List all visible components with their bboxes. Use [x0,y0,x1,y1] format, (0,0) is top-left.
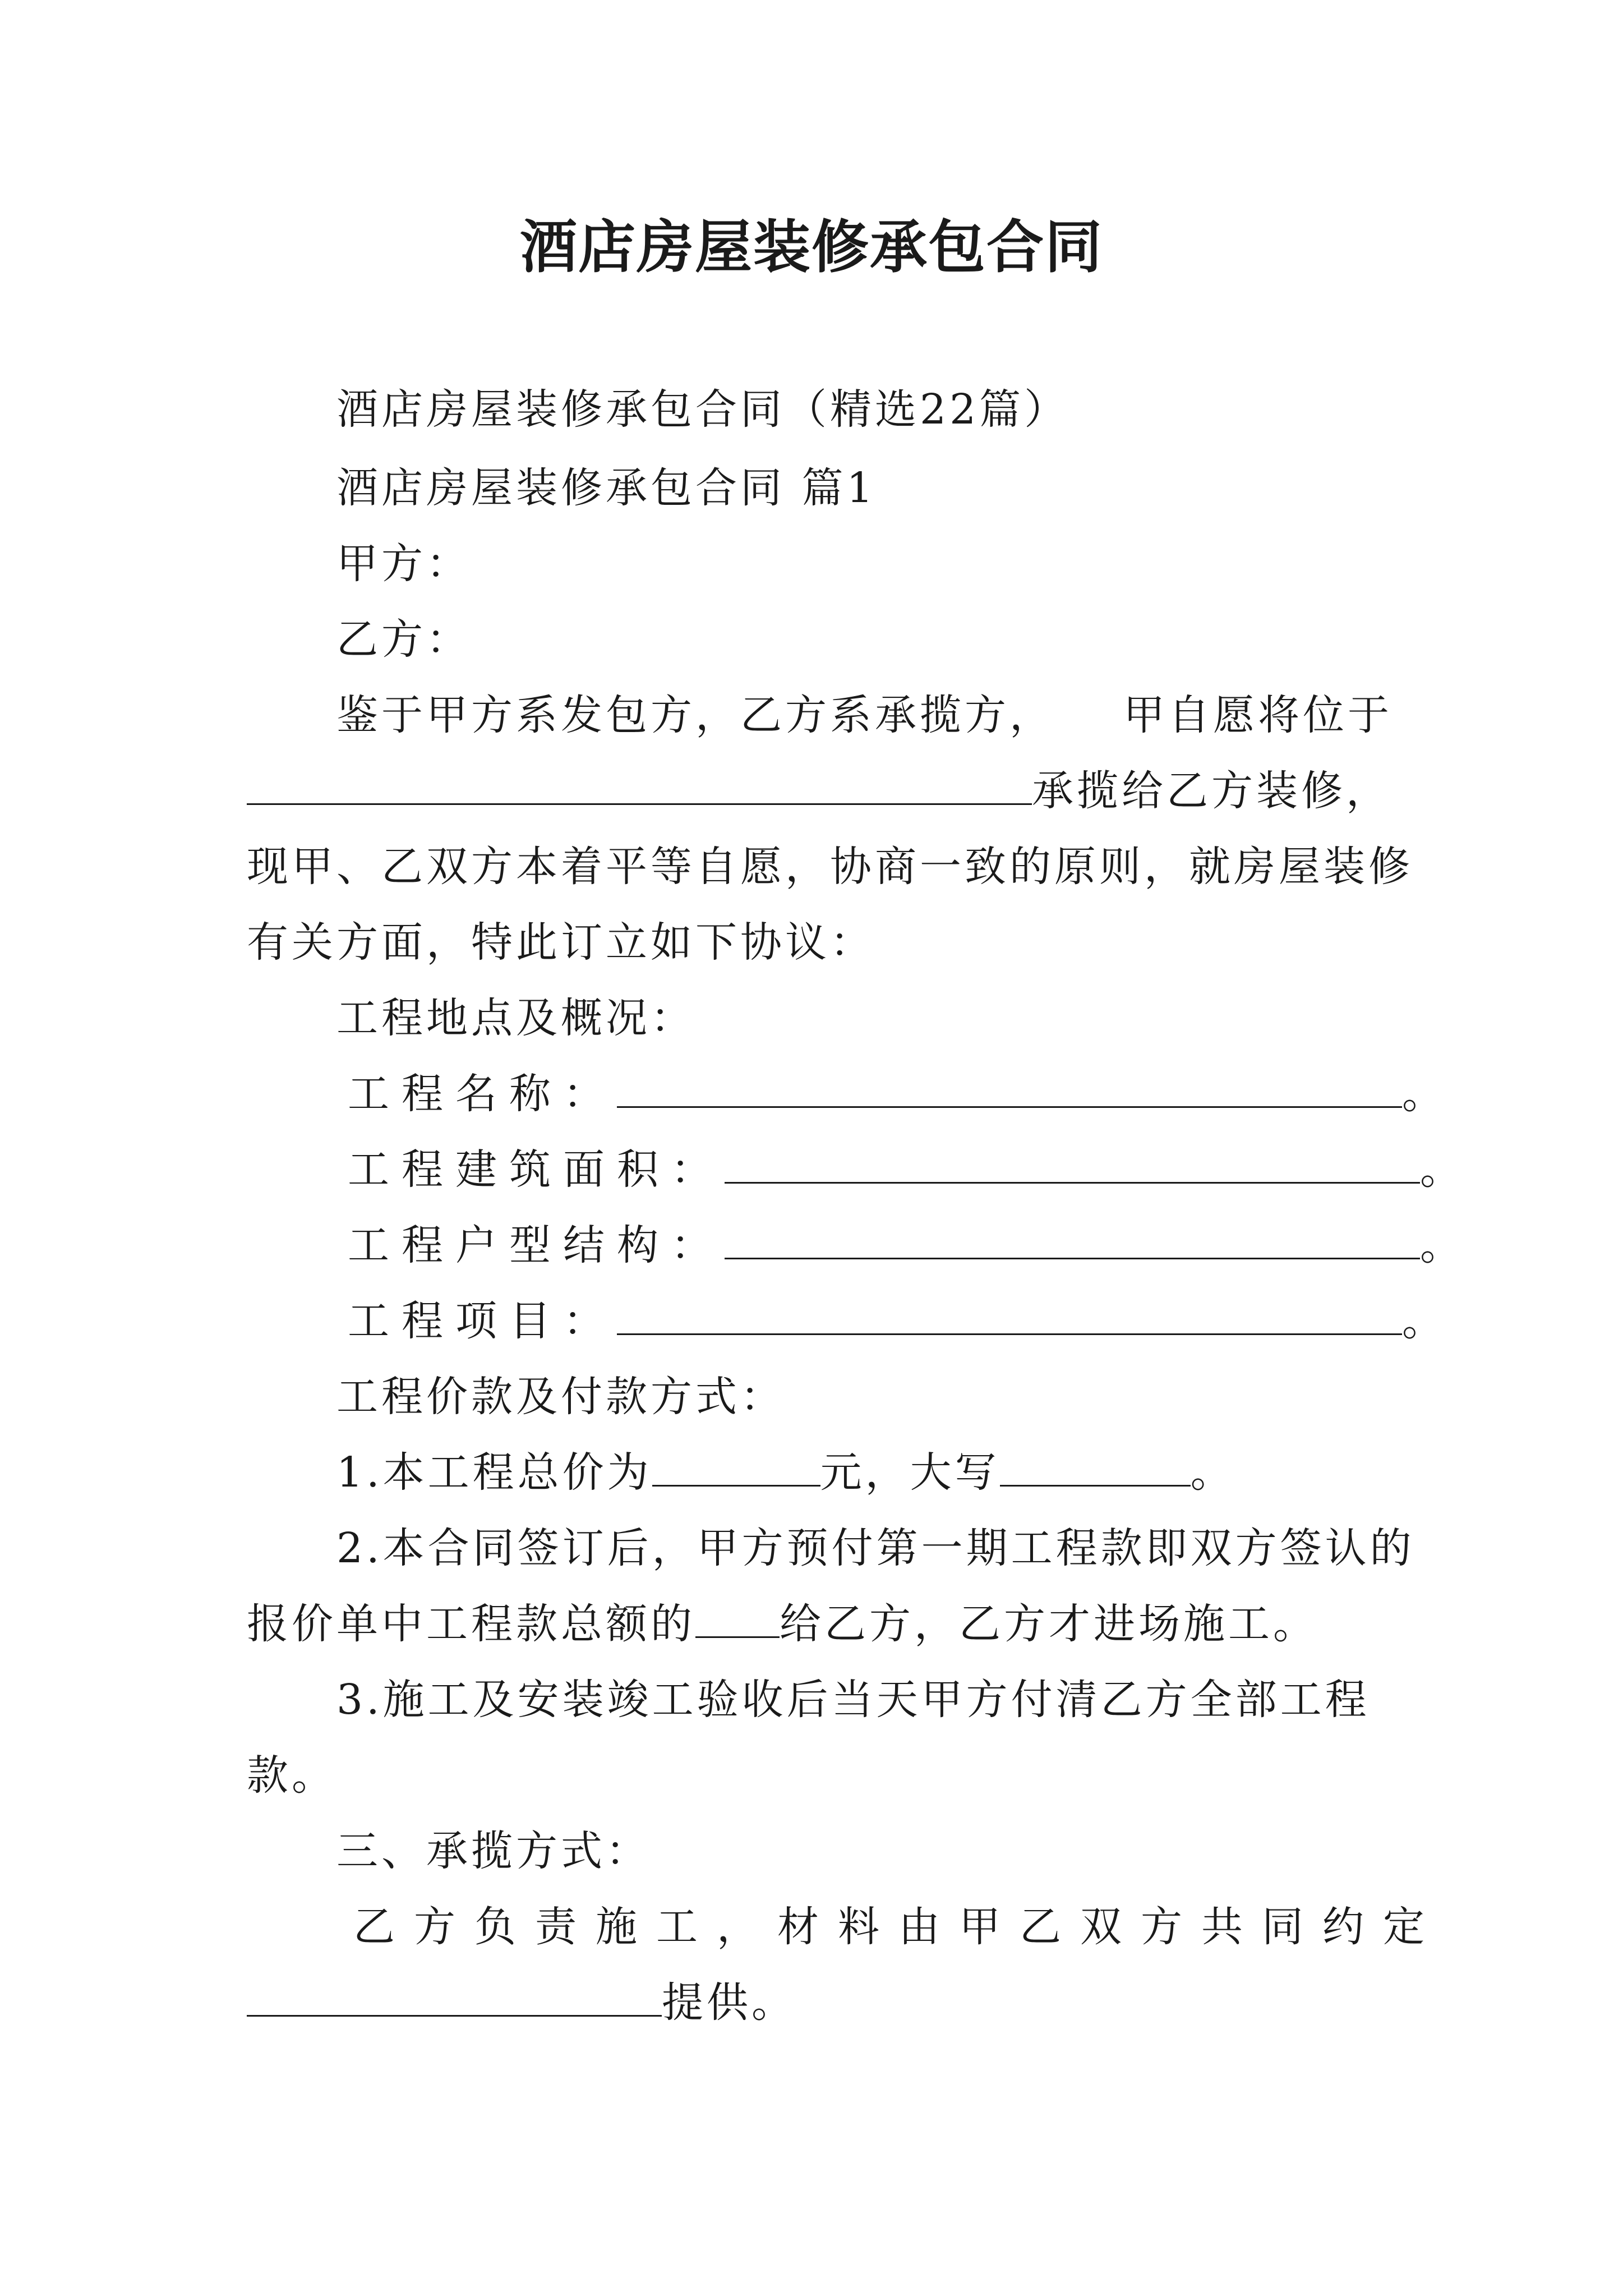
payment-1-mid: 元，大写 [820,1448,1000,1497]
project-heading: 工程地点及概况： [336,994,695,1042]
intro-line-3: 现甲、乙双方本着平等自愿，协商一致的原则，就房屋装修 [247,843,1413,891]
first-payment-ratio-blank [695,1597,780,1638]
intro-line-1: 鉴于甲方系发包方，乙方系承揽方， 甲自愿将位于 [336,691,1393,739]
document-title: 酒店房屋装修承包合同 [520,214,1103,281]
project-name-label: 工程名称： [348,1070,617,1118]
project-items-blank [617,1294,1402,1335]
project-structure-label: 工程户型结构： [348,1221,725,1269]
payment-item-3-line-1: 3.施工及安装竣工验收后当天甲方付清乙方全部工程 [336,1676,1370,1724]
contract-method-line-1: 乙方负责施工，材料由甲乙双方共同约定 [353,1903,1444,1951]
intro-line-2 [247,763,1391,819]
location-blank [247,764,1032,805]
material-provider-blank [247,1976,662,2017]
project-items-row [348,1293,1447,1349]
payment-2-prefix: 报价单中工程款总额的 [247,1600,695,1648]
payment-item-1 [336,1444,1235,1501]
project-structure-period: 。 [1420,1221,1465,1269]
section-heading: 酒店房屋装修承包合同 篇1 [336,464,877,512]
project-structure-row [348,1217,1465,1273]
project-area-period: 。 [1420,1145,1465,1194]
party-b-label: 乙方： [336,615,471,664]
intro-line-4: 有关方面，特此订立如下协议： [247,918,875,967]
project-name-period: 。 [1402,1070,1447,1118]
project-area-row [348,1142,1465,1198]
payment-1-end: 。 [1190,1448,1235,1497]
project-area-blank [725,1143,1420,1184]
payment-item-2-line-1: 2.本合同签订后，甲方预付第一期工程款即双方签认的 [336,1524,1415,1572]
total-price-blank [652,1446,820,1487]
intro-line-2-text: 承揽给乙方装修， [1032,767,1391,815]
payment-heading: 工程价款及付款方式： [336,1373,785,1421]
payment-2-suffix: 给乙方，乙方才进场施工。 [780,1600,1318,1648]
document-subtitle: 酒店房屋装修承包合同（精选22篇） [336,385,1069,434]
payment-item-3-line-2: 款。 [247,1751,336,1800]
total-price-words-blank [1000,1446,1191,1487]
contract-method-line-2-text: 提供。 [662,1978,796,2027]
payment-1-prefix: 1.本工程总价为 [336,1448,652,1497]
party-a-label: 甲方： [336,540,471,588]
contract-method-heading: 三、承揽方式： [336,1827,651,1875]
contract-method-line-2 [247,1975,796,2031]
project-name-blank [617,1067,1402,1108]
project-items-label: 工程项目： [348,1297,617,1345]
project-structure-blank [725,1218,1420,1259]
project-name-row [348,1066,1447,1122]
project-items-period: 。 [1402,1297,1447,1345]
payment-item-2-line-2 [247,1596,1318,1652]
project-area-label: 工程建筑面积： [348,1145,725,1194]
